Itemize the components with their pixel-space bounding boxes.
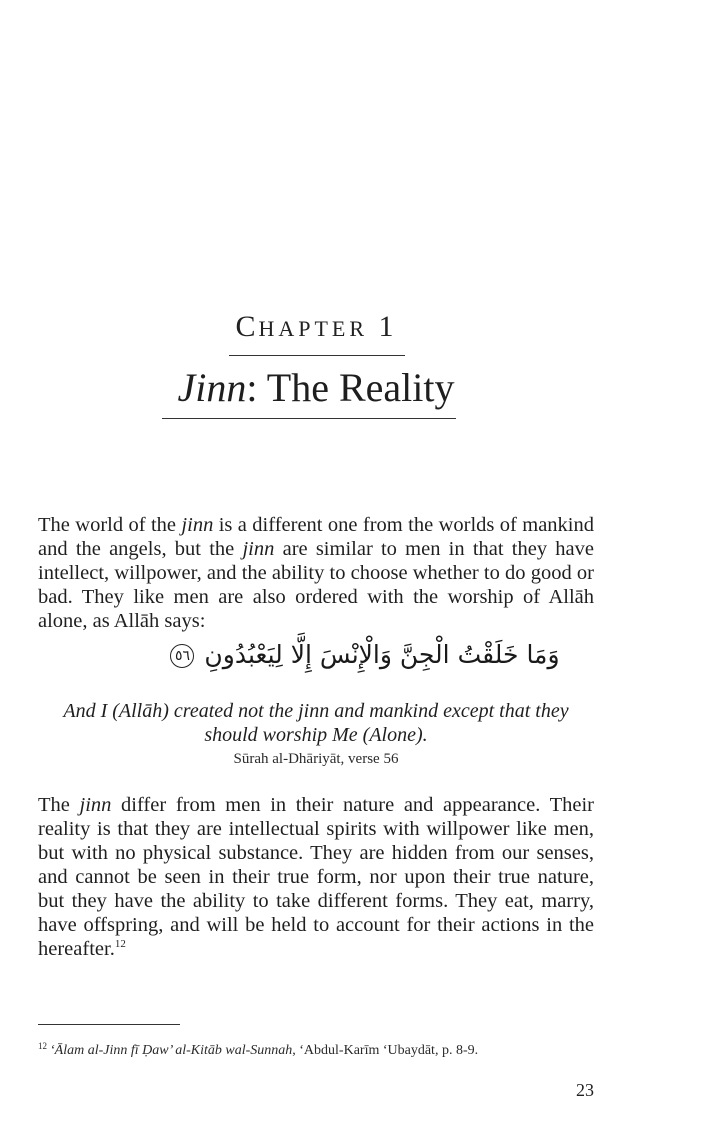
arabic-text: وَمَا خَلَقْتُ الْجِنَّ وَالْإِنْسَ إِلَّا لِيَعْبُدُونِ [204,640,560,669]
paragraph-1-text-b: is a different one from the worlds of mankind and the angels, but the [38,514,594,560]
paragraph-1 [38,513,594,633]
footnote-number: 12 [38,1041,47,1051]
chapter-label-initial: C [235,310,259,343]
chapter-label [0,310,632,344]
paragraph-2-text-a: The [38,794,80,816]
paragraph-2-jinn: jinn [79,794,112,816]
paragraph-2-text-b: differ from men in their nature and appearance. Their reality is that they are intellectual spirits with willpower like men, but with no physical substance. They are hidden from our senses, and cannot be seen in their true form, nor upon their true nature, but they have the ability to take different forms. They eat, marry, have offspring, and will be held to account for their actions in the hereafter. [38,794,594,960]
chapter-label-rest: HAPTER [258,316,369,341]
chapter-title [0,364,632,411]
translation-line-1: And I (Allāh) created not the jinn and mankind except that they [63,700,569,722]
verse-translation [0,699,632,747]
chapter-rule-top [229,355,405,356]
footnote-rule [38,1024,180,1025]
quran-verse-arabic [140,640,590,669]
paragraph-1-jinn-a: jinn [181,514,214,536]
chapter-title-rest: : The Reality [246,365,455,410]
verse-number-marker: ٥٦ [170,644,194,668]
verse-source: Sūrah al-Dhāriyāt, verse 56 [233,751,399,767]
footnote-reference[interactable]: 12 [114,938,126,950]
chapter-title-italic: Jinn [177,365,247,410]
footnote-rest: , ‘Abdul-Karīm ‘Ubaydāt, p. 8-9. [292,1043,479,1058]
footnote [38,1041,638,1059]
paragraph-1-text-c: are similar to men in that they have intellect, willpower, and the ability to choose whether to do good or bad. They like men are also ordered with the worship of Allāh alone, as Allāh says: [38,538,594,632]
translation-line-2: should worship Me (Alone). [204,724,428,746]
paragraph-1-text-a: The world of the [38,514,182,536]
chapter-number: 1 [378,310,397,343]
footnote-title: ‘Ālam al-Jinn fī Ḍaw’ al-Kitāb wal-Sunnah [50,1043,293,1058]
chapter-rule-bottom [162,418,456,419]
page-number: 23 [576,1080,594,1100]
paragraph-1-jinn-b: jinn [242,538,275,560]
paragraph-2 [38,793,594,961]
